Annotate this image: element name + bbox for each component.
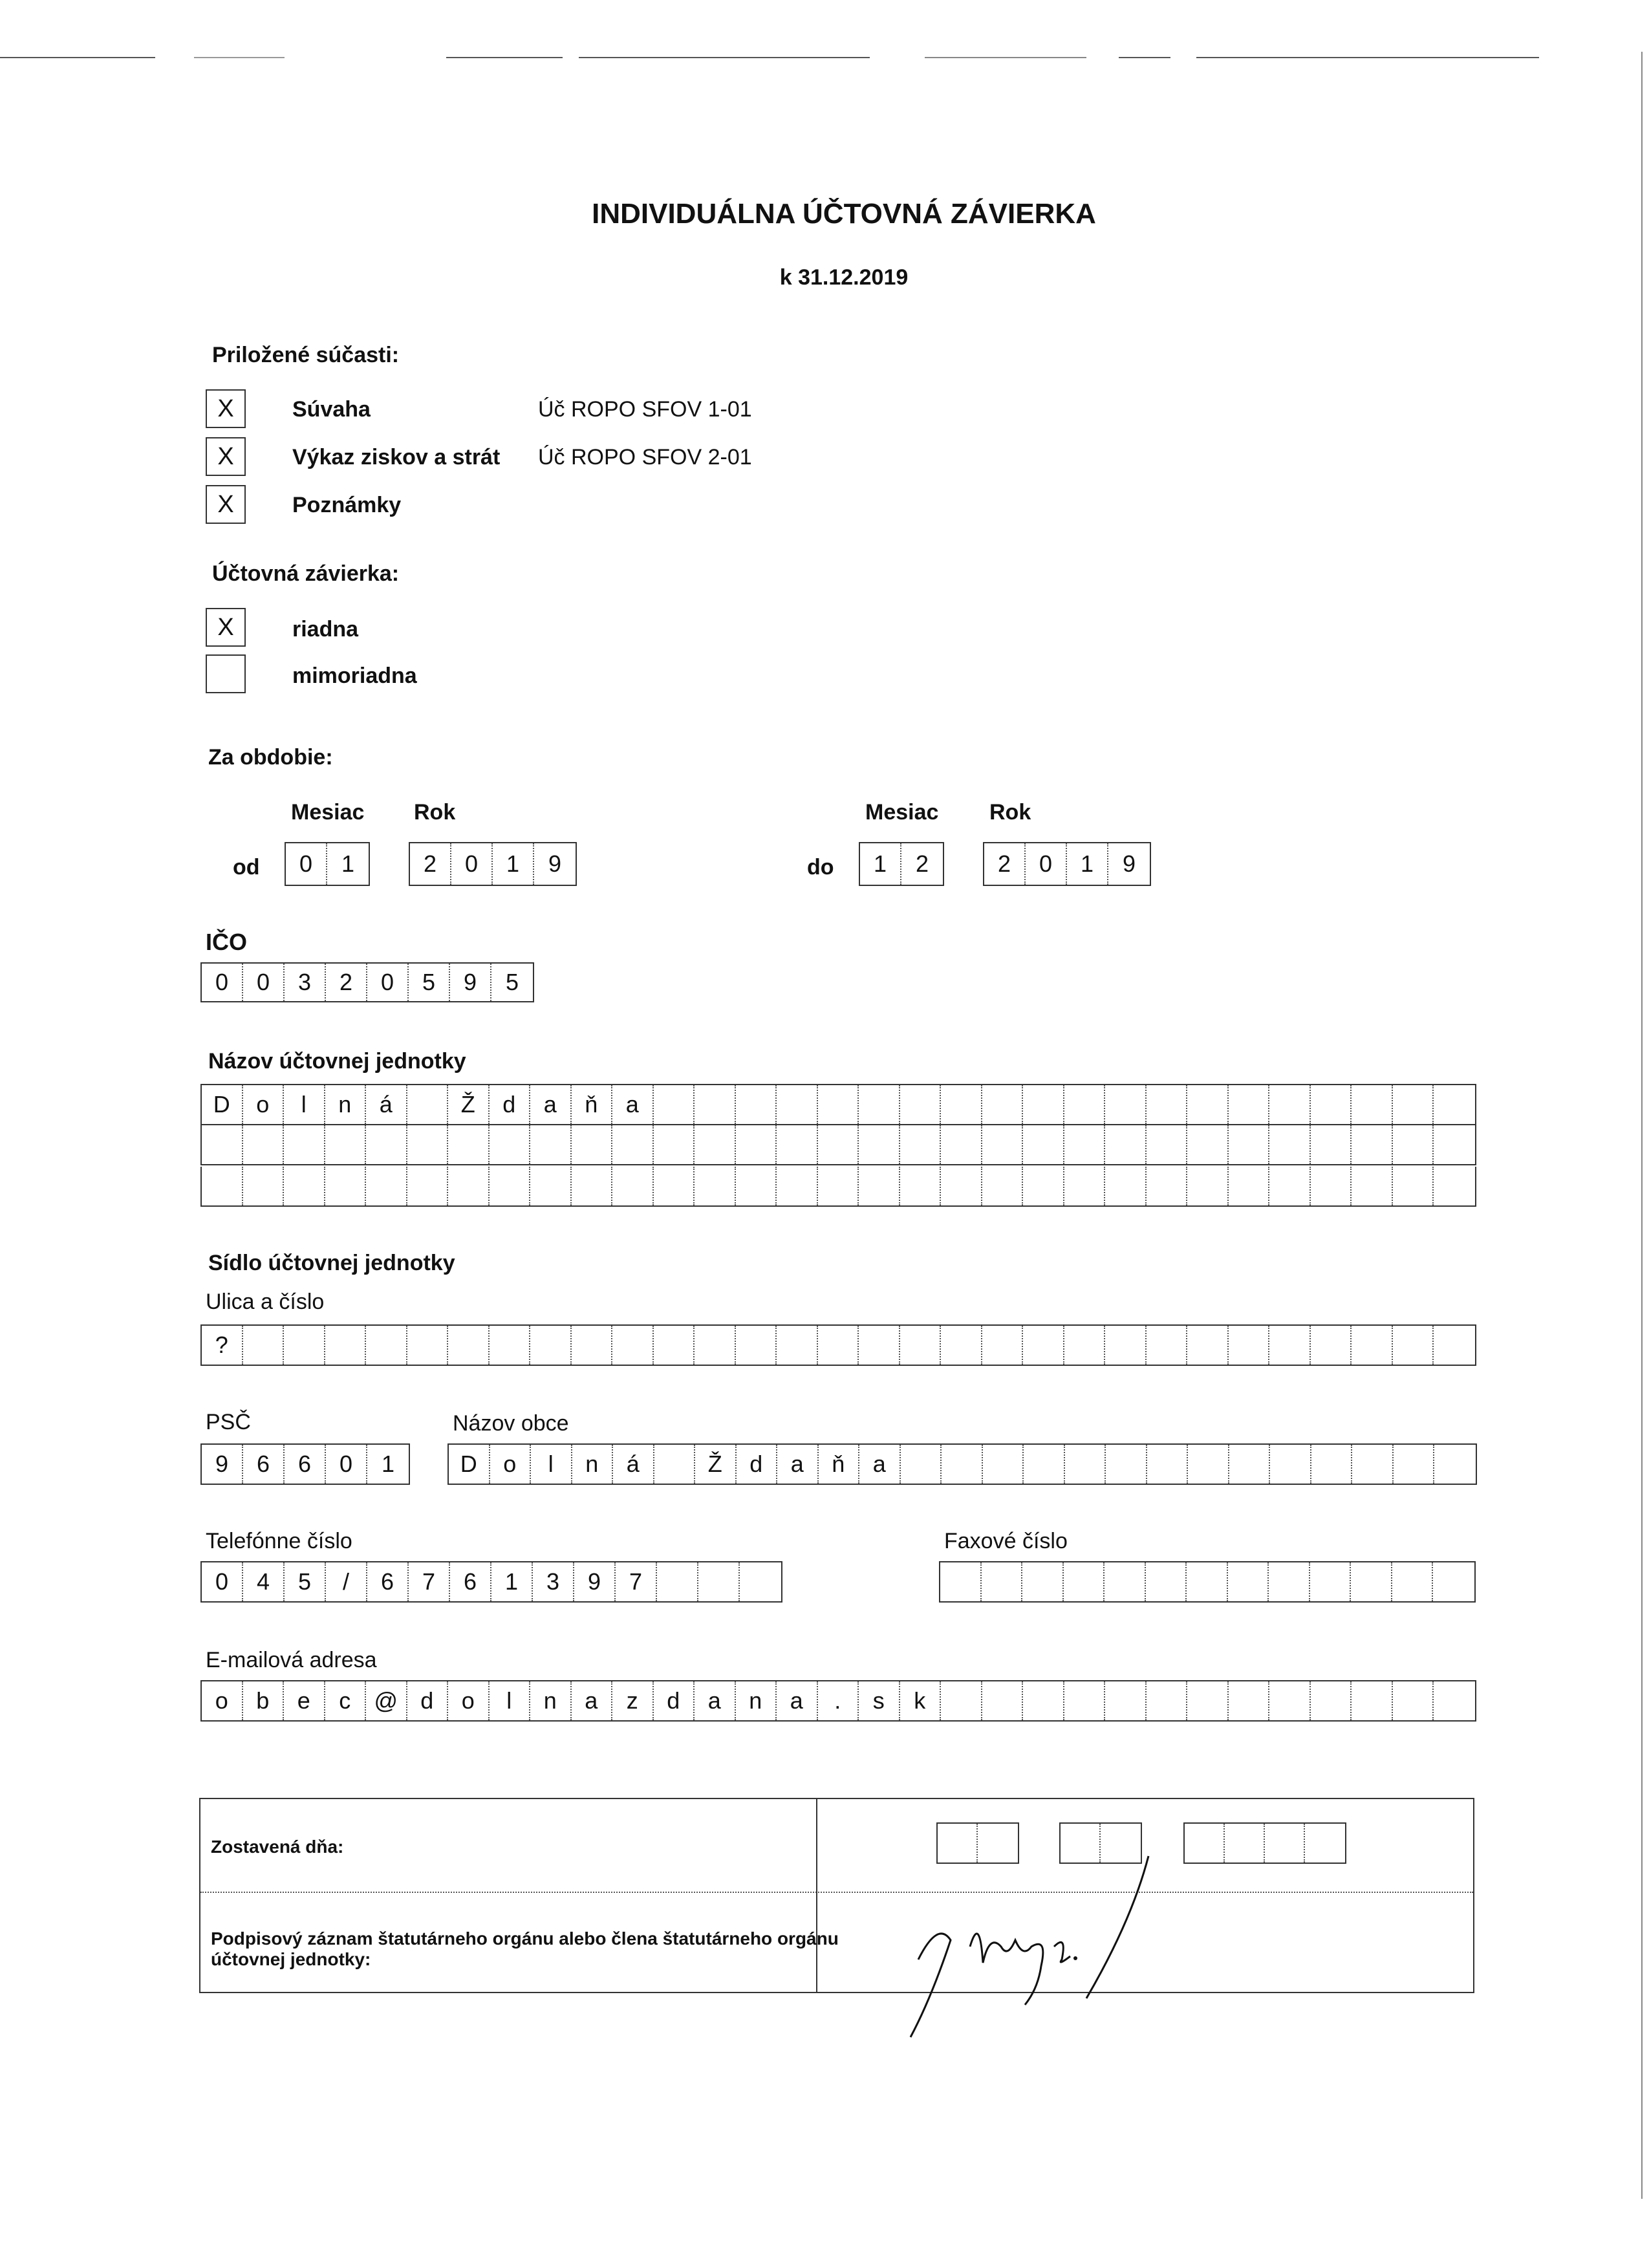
form-cell[interactable] [1022, 1562, 1064, 1601]
address-section-label: Sídlo účtovnej jednotky [208, 1251, 455, 1275]
component-code: Úč ROPO SFOV 1-01 [538, 397, 752, 422]
form-cell[interactable] [407, 1125, 449, 1164]
form-cell[interactable]: 2 [410, 843, 451, 885]
form-cell[interactable] [1393, 1326, 1434, 1365]
form-cell[interactable]: ? [202, 1326, 243, 1365]
component-name: Výkaz ziskov a strát [292, 445, 501, 470]
form-cell[interactable] [612, 1167, 654, 1205]
form-cell[interactable]: a [612, 1085, 654, 1124]
form-cell[interactable]: a [530, 1085, 572, 1124]
form-cell[interactable] [900, 1326, 942, 1365]
form-cell[interactable] [407, 1326, 449, 1365]
form-cell[interactable]: z [612, 1681, 654, 1720]
form-cell[interactable] [736, 1326, 777, 1365]
form-cell[interactable]: n [736, 1681, 777, 1720]
scan-line [0, 57, 155, 58]
form-cell[interactable] [1434, 1445, 1476, 1484]
entity-name-label: Názov účtovnej jednotky [208, 1049, 466, 1074]
form-cell[interactable]: d [407, 1681, 449, 1720]
scan-line [579, 57, 870, 58]
form-cell[interactable] [983, 1445, 1024, 1484]
city-label: Názov obce [453, 1411, 569, 1436]
form-cell[interactable]: 9 [574, 1562, 616, 1601]
form-cell[interactable] [1352, 1681, 1393, 1720]
form-cell[interactable]: 5 [505, 969, 519, 995]
period-label: Za obdobie: [208, 745, 333, 770]
form-cell[interactable] [1187, 1562, 1228, 1601]
form-cell[interactable]: 6 [367, 1562, 409, 1601]
form-cell[interactable]: l [490, 1681, 531, 1720]
form-cell[interactable]: Ž [695, 1445, 737, 1484]
form-cell[interactable]: a [777, 1681, 818, 1720]
form-cell[interactable] [982, 1562, 1023, 1601]
form-cell[interactable] [1229, 1326, 1270, 1365]
form-cell[interactable] [1269, 1085, 1311, 1124]
form-cell[interactable] [1229, 1681, 1270, 1720]
form-cell[interactable]: 7 [616, 1562, 657, 1601]
form-cell[interactable]: 6 [243, 1445, 285, 1484]
form-cell[interactable]: 1 [491, 1562, 533, 1601]
form-cell[interactable] [1106, 1445, 1147, 1484]
form-cell[interactable] [654, 1445, 696, 1484]
form-cell[interactable]: 6 [285, 1445, 326, 1484]
form-cell[interactable] [448, 1326, 490, 1365]
form-cell[interactable] [818, 1326, 859, 1365]
form-cell[interactable]: l [284, 1085, 325, 1124]
form-cell[interactable] [736, 1085, 777, 1124]
ico-label: IČO [206, 929, 248, 955]
form-cell[interactable]: d [737, 1445, 778, 1484]
form-cell[interactable] [740, 1562, 781, 1601]
signature-label-line2: účtovnej jednotky: [211, 1949, 371, 1969]
form-cell[interactable] [1064, 1125, 1106, 1164]
form-cell[interactable] [1105, 1681, 1147, 1720]
form-cell[interactable] [1393, 1167, 1434, 1205]
form-cell[interactable] [1351, 1562, 1392, 1601]
form-cell[interactable] [490, 1167, 531, 1205]
form-cell[interactable] [202, 1167, 243, 1205]
form-cell[interactable] [284, 1167, 325, 1205]
form-cell[interactable]: 9 [450, 964, 491, 1001]
form-cell[interactable] [1105, 1085, 1147, 1124]
form-cell[interactable] [243, 1326, 285, 1365]
signature-box-divider [200, 1892, 1473, 1893]
form-cell[interactable] [695, 1085, 736, 1124]
component-name: Súvaha [292, 397, 371, 422]
form-cell[interactable] [900, 1085, 942, 1124]
form-cell[interactable]: k [900, 1681, 942, 1720]
form-cell[interactable] [407, 1167, 449, 1205]
form-cell[interactable]: . [818, 1681, 859, 1720]
form-cell[interactable] [695, 1125, 736, 1164]
form-cell[interactable]: 0 [1026, 843, 1067, 885]
to-label: do [807, 855, 834, 880]
fax-field[interactable] [939, 1561, 1476, 1603]
to-month-field[interactable] [859, 842, 944, 886]
form-cell[interactable] [1064, 1562, 1105, 1601]
form-cell[interactable] [1065, 1445, 1106, 1484]
form-cell[interactable]: 0 [367, 964, 409, 1001]
form-cell[interactable] [530, 1326, 572, 1365]
form-cell[interactable]: 5 [285, 1562, 326, 1601]
checkbox-mimoriadna[interactable] [206, 654, 246, 693]
form-cell[interactable]: 0 [286, 843, 327, 885]
form-cell[interactable] [695, 1326, 736, 1365]
form-cell[interactable] [448, 1125, 490, 1164]
form-cell[interactable]: 1 [1067, 843, 1108, 885]
document-title: INDIVIDUÁLNA ÚČTOVNÁ ZÁVIERKA [592, 198, 1096, 230]
form-cell[interactable]: 2 [915, 850, 929, 877]
form-cell[interactable] [1187, 1085, 1229, 1124]
form-cell[interactable] [1434, 1125, 1475, 1164]
form-cell[interactable] [777, 1085, 818, 1124]
form-cell[interactable] [1023, 1681, 1064, 1720]
form-cell[interactable] [202, 1125, 243, 1164]
form-cell[interactable] [654, 1085, 695, 1124]
form-cell[interactable] [1311, 1085, 1352, 1124]
form-cell[interactable] [1187, 1125, 1229, 1164]
form-cell[interactable] [1064, 1085, 1106, 1124]
scan-edge [1641, 52, 1643, 2199]
form-cell[interactable] [1310, 1562, 1352, 1601]
form-cell[interactable]: o [490, 1445, 532, 1484]
form-cell[interactable]: n [530, 1681, 572, 1720]
city-field[interactable] [447, 1443, 1477, 1485]
form-cell[interactable]: Ž [448, 1085, 490, 1124]
form-cell[interactable] [1023, 1167, 1064, 1205]
form-cell[interactable] [1393, 1681, 1434, 1720]
form-cell[interactable] [1105, 1167, 1147, 1205]
phone-label: Telefónne číslo [206, 1529, 352, 1553]
form-cell[interactable] [982, 1125, 1024, 1164]
form-cell[interactable]: d [654, 1681, 695, 1720]
signature-label-line1: Podpisový záznam štatutárneho orgánu alebo člena štatutárneho orgánu [211, 1928, 839, 1949]
form-cell[interactable]: 9 [202, 1445, 243, 1484]
form-cell[interactable] [818, 1167, 859, 1205]
form-cell[interactable] [1147, 1681, 1188, 1720]
form-cell[interactable] [1394, 1445, 1435, 1484]
form-cell[interactable] [366, 1125, 407, 1164]
form-cell[interactable] [1146, 1562, 1187, 1601]
form-cell[interactable] [490, 1326, 531, 1365]
form-cell[interactable]: 4 [243, 1562, 285, 1601]
checkbox-riadna[interactable]: X [206, 608, 246, 647]
form-cell[interactable] [1305, 1824, 1345, 1863]
form-cell[interactable] [818, 1125, 859, 1164]
form-cell[interactable]: a [859, 1445, 901, 1484]
form-cell[interactable] [243, 1167, 285, 1205]
form-cell[interactable]: o [243, 1085, 285, 1124]
form-cell[interactable]: 5 [409, 964, 450, 1001]
form-cell[interactable] [736, 1125, 777, 1164]
form-cell[interactable]: 1 [341, 850, 355, 877]
form-cell[interactable] [1147, 1326, 1188, 1365]
form-cell[interactable]: 2 [326, 964, 367, 1001]
form-cell[interactable] [695, 1167, 736, 1205]
form-cell[interactable] [901, 1445, 942, 1484]
form-cell[interactable] [366, 1326, 407, 1365]
document-date: k 31.12.2019 [779, 265, 909, 290]
form-cell[interactable] [490, 1125, 531, 1164]
form-cell[interactable] [900, 1167, 942, 1205]
form-cell[interactable] [407, 1085, 449, 1124]
psc-label: PSČ [206, 1410, 251, 1434]
form-cell[interactable] [982, 1326, 1024, 1365]
form-cell[interactable]: ň [819, 1445, 860, 1484]
form-cell[interactable]: 2 [984, 843, 1026, 885]
form-cell[interactable] [1064, 1167, 1106, 1205]
form-cell[interactable] [530, 1125, 572, 1164]
form-cell[interactable] [859, 1167, 900, 1205]
form-cell[interactable] [859, 1125, 900, 1164]
form-cell[interactable]: c [325, 1681, 367, 1720]
form-cell[interactable] [1185, 1824, 1225, 1863]
form-cell[interactable] [982, 1167, 1024, 1205]
scan-line [1119, 57, 1170, 58]
closing-extraordinary-label: mimoriadna [292, 664, 417, 688]
form-cell[interactable]: ň [572, 1085, 613, 1124]
email-field[interactable] [200, 1680, 1476, 1722]
form-cell[interactable] [1269, 1326, 1311, 1365]
from-label: od [233, 855, 260, 880]
form-cell[interactable] [1023, 1085, 1064, 1124]
form-cell[interactable]: 0 [451, 843, 493, 885]
fax-label: Faxové číslo [944, 1529, 1068, 1553]
form-cell[interactable]: 0 [202, 1562, 243, 1601]
form-cell[interactable] [612, 1125, 654, 1164]
closing-type-label: Účtovná závierka: [212, 561, 400, 586]
form-cell[interactable] [284, 1326, 325, 1365]
checkbox-suvaha[interactable]: X [206, 389, 246, 428]
closing-regular-label: riadna [292, 617, 359, 642]
form-cell[interactable] [572, 1326, 613, 1365]
form-cell[interactable] [1311, 1125, 1352, 1164]
form-cell[interactable]: b [243, 1681, 285, 1720]
form-cell[interactable] [1434, 1085, 1475, 1124]
form-cell[interactable] [1352, 1125, 1393, 1164]
form-cell[interactable] [1147, 1085, 1188, 1124]
form-cell[interactable] [982, 1681, 1024, 1720]
scan-line [1196, 57, 1539, 58]
form-cell[interactable] [941, 1125, 982, 1164]
form-cell[interactable]: D [449, 1445, 490, 1484]
form-cell[interactable] [1433, 1562, 1474, 1601]
form-cell[interactable] [1352, 1085, 1393, 1124]
form-cell[interactable] [1269, 1167, 1311, 1205]
form-cell[interactable] [1229, 1085, 1270, 1124]
form-cell[interactable] [1105, 1125, 1147, 1164]
form-cell[interactable] [654, 1326, 695, 1365]
form-cell[interactable]: o [202, 1681, 243, 1720]
form-cell[interactable] [284, 1125, 325, 1164]
form-cell[interactable] [1311, 1445, 1353, 1484]
form-cell[interactable] [941, 1326, 982, 1365]
form-cell[interactable] [1269, 1562, 1310, 1601]
form-cell[interactable]: o [448, 1681, 490, 1720]
form-cell[interactable] [1064, 1681, 1106, 1720]
form-cell[interactable] [777, 1326, 818, 1365]
form-cell[interactable] [243, 1125, 285, 1164]
form-cell[interactable]: a [572, 1681, 613, 1720]
form-cell[interactable] [1392, 1562, 1434, 1601]
form-cell[interactable] [1187, 1326, 1229, 1365]
form-cell[interactable] [1269, 1681, 1311, 1720]
form-cell[interactable] [1265, 1824, 1305, 1863]
checkbox-vykaz[interactable]: X [206, 437, 246, 476]
to-month-label: Mesiac [865, 800, 939, 825]
form-cell[interactable] [1229, 1125, 1270, 1164]
form-cell[interactable] [818, 1085, 859, 1124]
form-cell[interactable] [1105, 1562, 1146, 1601]
form-cell[interactable] [1228, 1562, 1269, 1601]
form-cell[interactable]: n [325, 1085, 367, 1124]
form-cell[interactable] [1434, 1681, 1475, 1720]
ico-field[interactable] [200, 962, 534, 1002]
from-year-label: Rok [414, 800, 456, 825]
entity-name-field-row3[interactable] [200, 1167, 1476, 1207]
form-cell[interactable] [1229, 1445, 1271, 1484]
form-cell[interactable]: á [366, 1085, 407, 1124]
form-cell[interactable]: 9 [1122, 850, 1136, 877]
form-cell[interactable] [1187, 1681, 1229, 1720]
form-cell[interactable] [1393, 1085, 1434, 1124]
form-cell[interactable] [1352, 1445, 1394, 1484]
form-cell[interactable]: @ [366, 1681, 407, 1720]
psc-field[interactable] [200, 1443, 410, 1485]
form-cell[interactable]: a [695, 1681, 736, 1720]
form-cell[interactable] [325, 1125, 367, 1164]
form-cell[interactable] [941, 1085, 982, 1124]
form-cell[interactable]: 3 [285, 964, 326, 1001]
scan-line [446, 57, 563, 58]
form-cell[interactable] [1311, 1681, 1352, 1720]
form-cell[interactable]: n [572, 1445, 614, 1484]
form-cell[interactable] [1269, 1125, 1311, 1164]
street-label: Ulica a číslo [206, 1290, 325, 1314]
form-cell[interactable]: / [326, 1562, 367, 1601]
form-cell[interactable] [1023, 1125, 1064, 1164]
form-cell[interactable] [1064, 1326, 1106, 1365]
form-cell[interactable]: 3 [533, 1562, 574, 1601]
form-cell[interactable]: á [613, 1445, 654, 1484]
scan-line [194, 57, 285, 58]
form-cell[interactable]: 7 [409, 1562, 450, 1601]
entity-name-field-row2[interactable] [200, 1125, 1476, 1165]
form-cell[interactable] [1187, 1167, 1229, 1205]
form-cell[interactable]: 6 [450, 1562, 491, 1601]
form-cell[interactable] [942, 1445, 983, 1484]
form-cell[interactable] [1225, 1824, 1265, 1863]
form-cell[interactable] [940, 1562, 982, 1601]
from-year-field[interactable] [409, 842, 577, 886]
form-cell[interactable] [1024, 1445, 1065, 1484]
form-cell[interactable] [777, 1125, 818, 1164]
form-cell[interactable] [612, 1326, 654, 1365]
compiled-date-label: Zostavená dňa: [211, 1837, 344, 1857]
form-cell[interactable] [1229, 1167, 1270, 1205]
entity-name-field-row1[interactable] [200, 1084, 1476, 1125]
form-cell[interactable]: l [531, 1445, 572, 1484]
form-cell[interactable] [1352, 1167, 1393, 1205]
signature-label [211, 1928, 839, 1970]
handwritten-signature [892, 1850, 1164, 2044]
form-cell[interactable] [530, 1167, 572, 1205]
form-cell[interactable] [654, 1125, 695, 1164]
component-name: Poznámky [292, 493, 402, 517]
form-cell[interactable]: 0 [202, 964, 243, 1001]
form-cell[interactable] [572, 1167, 613, 1205]
form-cell[interactable]: 0 [326, 1445, 367, 1484]
form-cell[interactable] [859, 1085, 900, 1124]
form-cell[interactable] [654, 1167, 695, 1205]
form-cell[interactable] [325, 1167, 367, 1205]
to-year-label: Rok [989, 800, 1031, 825]
form-cell[interactable]: e [284, 1681, 325, 1720]
form-cell[interactable] [859, 1326, 900, 1365]
form-cell[interactable] [1311, 1326, 1352, 1365]
form-cell[interactable] [941, 1167, 982, 1205]
phone-field[interactable] [200, 1561, 782, 1603]
form-cell[interactable]: s [859, 1681, 900, 1720]
form-cell[interactable] [448, 1167, 490, 1205]
form-cell[interactable] [1023, 1326, 1064, 1365]
form-cell[interactable]: 0 [243, 964, 285, 1001]
form-cell[interactable]: 1 [493, 843, 534, 885]
form-cell[interactable] [900, 1125, 942, 1164]
form-cell[interactable] [698, 1562, 740, 1601]
street-field[interactable] [200, 1324, 1476, 1366]
form-cell[interactable] [736, 1167, 777, 1205]
from-month-field[interactable] [285, 842, 370, 886]
scan-line [925, 57, 1086, 58]
form-cell[interactable] [1147, 1125, 1188, 1164]
form-cell[interactable] [1270, 1445, 1311, 1484]
component-code: Úč ROPO SFOV 2-01 [538, 445, 752, 470]
form-cell[interactable]: D [202, 1085, 243, 1124]
from-month-label: Mesiac [291, 800, 365, 825]
form-cell[interactable] [1105, 1326, 1147, 1365]
form-cell[interactable]: 1 [381, 1451, 395, 1477]
form-cell[interactable] [1311, 1167, 1352, 1205]
form-cell[interactable] [982, 1085, 1024, 1124]
form-cell[interactable] [325, 1326, 367, 1365]
to-year-field[interactable] [983, 842, 1151, 886]
form-cell[interactable]: 9 [548, 850, 562, 877]
form-cell[interactable]: 1 [860, 843, 901, 885]
form-cell[interactable]: a [777, 1445, 819, 1484]
form-cell[interactable] [1147, 1445, 1189, 1484]
form-cell[interactable] [941, 1681, 982, 1720]
email-label: E-mailová adresa [206, 1648, 377, 1672]
form-cell[interactable] [572, 1125, 613, 1164]
form-cell[interactable] [1434, 1167, 1475, 1205]
form-cell[interactable] [1188, 1445, 1229, 1484]
checkbox-poznamky[interactable]: X [206, 485, 246, 524]
form-cell[interactable] [1352, 1326, 1393, 1365]
form-cell[interactable] [366, 1167, 407, 1205]
form-cell[interactable] [777, 1167, 818, 1205]
compiled-year-field[interactable] [1183, 1822, 1346, 1864]
components-label: Priložené súčasti: [212, 343, 400, 367]
form-cell[interactable] [657, 1562, 698, 1601]
form-cell[interactable] [1147, 1167, 1188, 1205]
form-cell[interactable]: d [490, 1085, 531, 1124]
form-cell[interactable] [1393, 1125, 1434, 1164]
form-cell[interactable] [1434, 1326, 1475, 1365]
